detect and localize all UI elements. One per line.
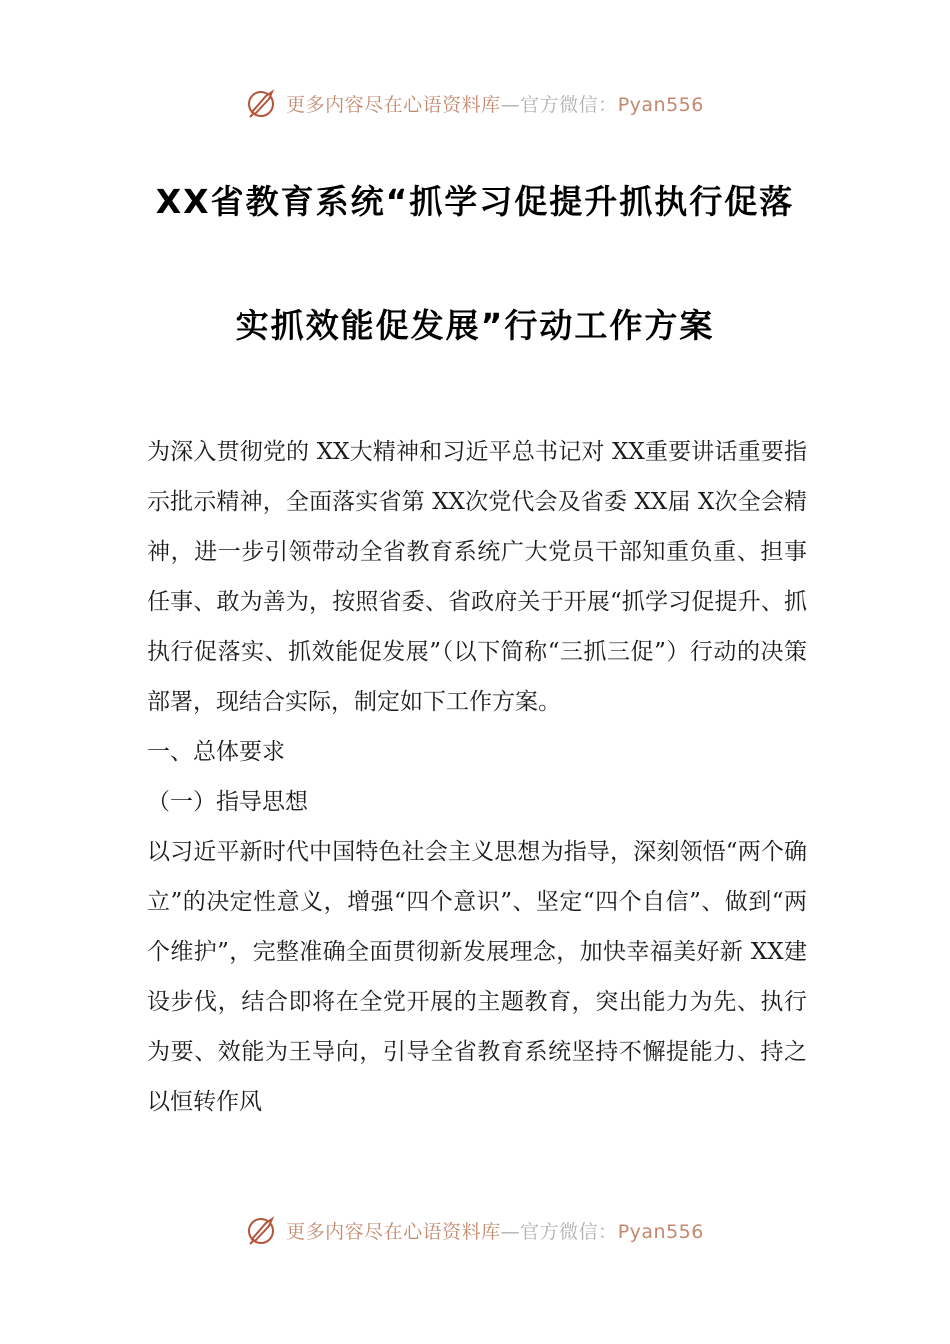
watermark-footer [0, 1210, 950, 1250]
watermark-header [0, 83, 950, 123]
watermark-contact-label: 官方微信： [520, 1220, 618, 1243]
watermark-dash: — [500, 93, 521, 116]
watermark-main-text: 更多内容尽在心语资料库 [286, 1220, 501, 1243]
intro-paragraph: 为深入贯彻党的 XX大精神和习近平总书记对 XX重要讲话重要指示批示精神，全面落实省第 XX次党代会及省委 XX届 X次全会精神，进一步引领带动全省教育系统广大党员干部知重负重、担事任事、敢为善为，按照省委、省政府关于开展“抓学习促提升、抓执行促落实、抓效能促发展”（以下简称“三抓三促”）行动的决策部署，现结合实际，制定如下工作方案。 [147, 439, 807, 715]
watermark-wechat-id: Pyan556 [617, 93, 704, 116]
guiding-thought-paragraph: 以习近平新时代中国特色社会主义思想为指导，深刻领悟“两个确立”的决定性意义，增强“四个意识”、坚定“四个自信”、做到“两个维护”，完整准确全面贯彻新发展理念，加快幸福美好新 XX建设步伐，结合即将在全党开展的主题教育，突出能力为先、执行为要、效能为王导向，引导全省教育系统坚持不懈提能力、持之以恒转作风 [147, 839, 807, 1115]
watermark-dash: — [500, 1220, 521, 1243]
document-title-line-2: 实抓效能促发展”行动工作方案 [235, 306, 715, 345]
subsection-heading-guiding-thought: （一）指导思想 [147, 789, 308, 815]
watermark-main-text: 更多内容尽在心语资料库 [286, 93, 501, 116]
section-heading-overall-requirements: 一、总体要求 [147, 739, 285, 765]
pen-nib-logo-icon [246, 1213, 280, 1247]
document-body [147, 427, 807, 1127]
watermark-contact-label: 官方微信： [520, 93, 618, 116]
watermark-wechat-id: Pyan556 [617, 1220, 704, 1243]
pen-nib-logo-icon [246, 86, 280, 120]
document-title-line-1: XX省教育系统“抓学习促提升抓执行促落 [155, 182, 795, 221]
